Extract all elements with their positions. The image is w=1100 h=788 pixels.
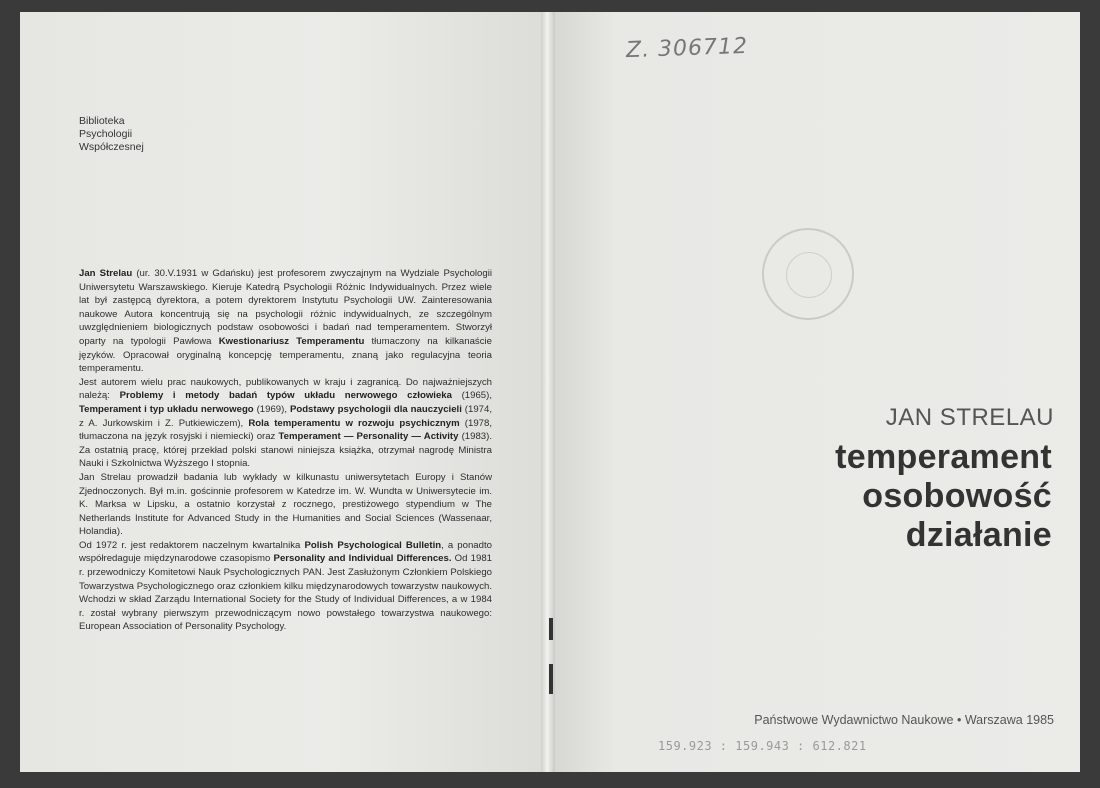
- bio-bold-text: Kwestionariusz Temperamentu: [218, 335, 365, 347]
- bio-text: (1969),: [253, 403, 290, 415]
- call-numbers: 159.923 : 159.943 : 612.821: [658, 739, 867, 753]
- bio-bold-text: Podstawy psychologii dla nauczycieli: [289, 403, 462, 415]
- title-line: działanie: [905, 516, 1052, 554]
- spine-mark: [549, 664, 553, 694]
- series-line: Biblioteka: [79, 115, 125, 127]
- bio-paragraph: [79, 267, 492, 376]
- bio-bold-text: Personality and Individual Differences.: [273, 553, 452, 565]
- bio-text: Od 1972 r. jest redaktorem naczelnym kwartalnika: [79, 539, 305, 551]
- right-page: [552, 12, 1080, 772]
- title-line: temperament: [835, 438, 1052, 476]
- bio-bold-text: Polish Psychological Bulletin: [304, 539, 442, 551]
- book-spine: [541, 12, 555, 772]
- bio-paragraph: [79, 471, 492, 539]
- bio-text: , a ponadto współredaguje międzynarodowe czasopismo: [79, 539, 492, 565]
- bio-text: (1965),: [451, 390, 492, 402]
- publisher-line: Państwowe Wydawnictwo Naukowe • Warszawa 1985: [754, 713, 1054, 727]
- bio-text: Od 1981 r. przewodniczy Komitetowi Nauk Psychologicznych PAN. Jest Zasłużonym Członkiem Polskiego Towarzystwa Psychologicznego oraz członkiem kilku międzynarodowych towarzystw naukowych. Wchodzi w skład Zarządu International Society for the Study of Individual Differences, a w 1984 r. został wybrany pierwszym przewodniczącym nowo powstałego towarzystwa naukowego: European Association of Personality Psychology.: [79, 553, 492, 633]
- bio-text: (ur. 30.V.1931 w Gdańsku) jest profesorem zwyczajnym na Wydziale Psychologii Uniwersytetu Warszawskiego. Kieruje Katedrą Psychologii Różnic Indywidualnych. Przez wiele lat był zastępcą dyrektora, a potem dyrektorem Instytutu Psychologii UW. Zainteresowania naukowe Autora koncentrują się na psychologii różnic indywidualnych, ze szczególnym uwzględnieniem biologicznych podstaw osobowości i badań nad temperamentem. Stworzył oparty na typologii Pawłowa: [79, 268, 492, 347]
- bio-bold-text: Temperament i typ układu nerwowego: [79, 403, 254, 415]
- bio-paragraph: [79, 539, 492, 634]
- bio-bold-text: Problemy i metody badań typów układu nerwowego człowieka: [119, 390, 452, 402]
- series-line: Psychologii: [79, 128, 133, 140]
- spine-mark: [549, 618, 553, 640]
- bio-text: Jan Strelau prowadził badania lub wykłady w kilkunastu uniwersytetach Europy i Stanów Zjednoczonych. Był m.in. gościnnie profesorem w Katedrze im. W. Wundta w Uniwersytecie im. K. Marksa w Lipsku, a ostatnio korzystał z rocznego, prestiżowego stypendium w The Netherlands Institute for Advanced Study in the Humanities and Social Sciences (Wassenaar, Holandia).: [79, 471, 492, 538]
- bio-bold-text: Temperament — Personality — Activity: [278, 431, 459, 443]
- title-line: osobowość: [862, 477, 1052, 515]
- bio-bold-text: Jan Strelau: [79, 268, 133, 279]
- series-line: Współczesnej: [79, 141, 144, 153]
- author-name: JAN STRELAU: [885, 404, 1054, 431]
- bio-text: tłumaczony na kilkanaście języków. Opracował oryginalną koncepcję temperamentu, znaną jako regulacyjna teoria temperamentu.: [79, 335, 492, 375]
- author-biography: [79, 267, 492, 634]
- series-label: [79, 115, 144, 154]
- bio-paragraph: [79, 376, 492, 471]
- bio-text: (1978, tłumaczona na język rosyjski i niemiecki) oraz: [79, 417, 492, 443]
- bio-bold-text: Rola temperamentu w rozwoju psychicznym: [248, 417, 460, 429]
- library-stamp: [762, 228, 854, 320]
- bio-text: Jest autorem wielu prac naukowych, publikowanych w kraju i zagranicą. Do najważniejszych należą:: [79, 376, 492, 402]
- handwritten-inventory-number: Z. 306712: [625, 33, 749, 64]
- bio-text: (1974, z A. Jurkowskim i Z. Putkiewiczem),: [79, 403, 493, 429]
- bio-text: (1983). Za ostatnią pracę, której przekład polski stanowi niniejsza książka, otrzymał nagrodę Ministra Nauki i Szkolnictwa Wyższego I stopnia.: [79, 431, 492, 470]
